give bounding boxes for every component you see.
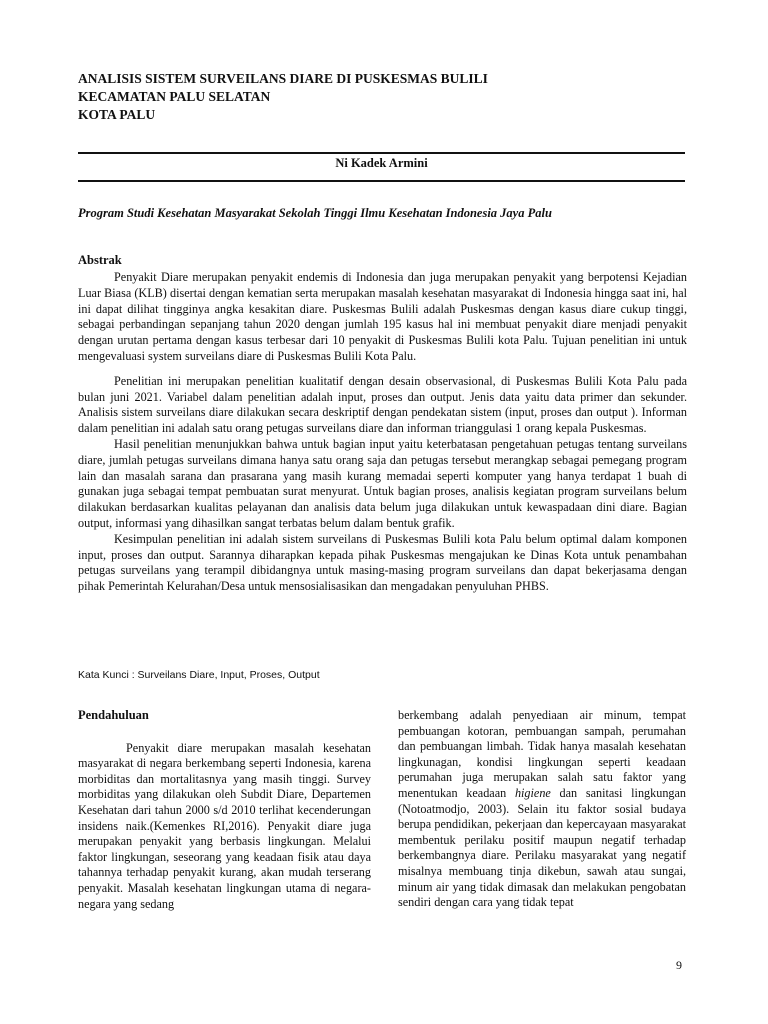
affiliation: Program Studi Kesehatan Masyarakat Sekolah Tinggi Ilmu Kesehatan Indonesia Jaya Palu: [78, 206, 552, 220]
intro-column-right: [398, 708, 686, 911]
abstract-paragraph-4: Kesimpulan penelitian ini adalah sistem surveilans di Puskesmas Bulili kota Palu belum optimal dalam komponen input, proses dan output. Sarannya diharapkan kepada pihak Puskesmas mengajukan ke Dinas Kota untuk penambahan petugas surveilans yang terampil dibidangnya untuk masing-masing program surveilans dan dapat bekerjasama dengan pihak Pemerintah Kelurahan/Desa untuk mensosialisasikan dan mengadakan penyuluhan PHBS.: [78, 531, 687, 594]
title-line-2: KECAMATAN PALU SELATAN: [78, 89, 271, 104]
section-heading-pendahuluan: Pendahuluan: [78, 708, 149, 722]
title-line-3: KOTA PALU: [78, 107, 156, 122]
intro-right-text-2: dan sanitasi lingkungan (Notoatmodjo, 2003). Selain itu faktor sosial budaya berupa pendidikan, pekerjaan dan kepercayaan masyarakat membentuk perilaku positif maupun negatif terhadap berkembangnya diare. Perilaku masyarakat yang negatif misalnya membuang tinja dikebun, sawah atau sungai, minum air yang tidak dimasak dan melakukan pengobatan sendiri dengan cara yang tidak tepat: [398, 785, 687, 910]
title-line-1: ANALISIS SISTEM SURVEILANS DIARE DI PUSKESMAS BULILI: [78, 71, 488, 86]
abstract-body: [78, 270, 687, 595]
intro-column-left: [78, 708, 371, 912]
abstract-paragraph-2: Penelitian ini merupakan penelitian kualitatif dengan desain observasional, di Puskesmas Bulili Kota Palu pada bulan juni 2021. Variabel dalam penelitian adalah input, proses dan output. Jenis data yaitu data primer dan sekunder. Analisis sistem surveilans diare dilakukan secara deskriptif dengan pendekatan sistem (input, proses dan output ). Informan dalam penelitian ini adalah satu orang petugas surveilans diare dan informan trianggulasi 1 orang kepala Puskesmas.: [78, 373, 687, 436]
paper-title: [78, 70, 698, 124]
keywords: Kata Kunci : Surveilans Diare, Input, Proses, Output: [78, 669, 320, 681]
intro-right-italic-term: higiene: [514, 785, 551, 800]
page-number: 9: [676, 958, 682, 972]
author-name: Ni Kadek Armini: [335, 156, 428, 170]
intro-paragraph-right: [398, 708, 686, 911]
intro-right-text-1: berkembang adalah penyediaan air minum, tempat pembuangan kotoran, pembuangan sampah, perumahan dan pembuangan limbah. Tidak hanya masalah kesehatan lingkunagan, kondisi lingkungan seperti keadaan perumahan juga merupakan salah satu faktor yang menentukan keadaan: [398, 708, 686, 800]
author-rule-bottom: [78, 180, 685, 182]
abstract-paragraph-1: Penyakit Diare merupakan penyakit endemis di Indonesia dan juga merupakan penyakit yang berpotensi Kejadian Luar Biasa (KLB) disertai dengan kematian serta merupakan masalah kesehatan masyarakat di Indonesia hingga saat ini, hal ini dapat dilihat tingginya angka kesakitan diare. Puskesmas Bulili adalah Puskesmas dengan kasus diare cukup tinggi, sebagai perbandingan sepanjang tahun 2020 dengan jumlah 195 kasus hal ini membuat penyakit diare menjadi penyakit dengan urutan pertama dengan kasus terbesar dari 10 penyakit di Puskesmas Bulili kota Palu. Tujuan penelitian ini untuk mengevaluasi system surveilans diare di Puskesmas Bulili Kota Palu.: [78, 270, 687, 363]
abstract-heading: Abstrak: [78, 253, 122, 267]
intro-paragraph-left: Penyakit diare merupakan masalah kesehatan masyarakat di negara berkembang seperti Indonesia, karena morbiditas dan mortalitasnya yang masih tinggi. Survey morbiditas yang dilakukan oleh Subdit Diare, Departemen Kesehatan dari tahun 2000 s/d 2010 terlihat kecenderungan insidens naik.(Kemenkes RI,2016). Penyakit diare juga merupakan penyakit yang berbasis lingkungan. Melalui faktor lingkungan, seseorang yang keadaan fisik atau daya tahannya terhadap penyakit kurang, akan mudah terserang penyakit. Masalah kesehatan lingkungan utama di negara-negara yang sedang: [78, 740, 371, 911]
abstract-paragraph-3: Hasil penelitian menunjukkan bahwa untuk bagian input yaitu keterbatasan pengetahuan petugas tentang surveilans diare, jumlah petugas surveilans dimana hanya satu orang saja dan petugas tersebut merangkap sebagai pemegang program lain dan masalah sarana dan prasarana yang masih kurang memadai seperti komputer yang hanya terdapat 1 buah di gunakan juga sebagai tempat pembuatan surat menyurat. Untuk bagian proses, analisis kegiatan program surveilans belum dilakukan berdasarkan kualitas pelayanan dan analisis data belum juga dilakukan untuk kewaspadaan dini diare. Bagian output, informasi yang dihasilkan sangat terbatas belum dalam bentuk grafik.: [78, 436, 687, 530]
